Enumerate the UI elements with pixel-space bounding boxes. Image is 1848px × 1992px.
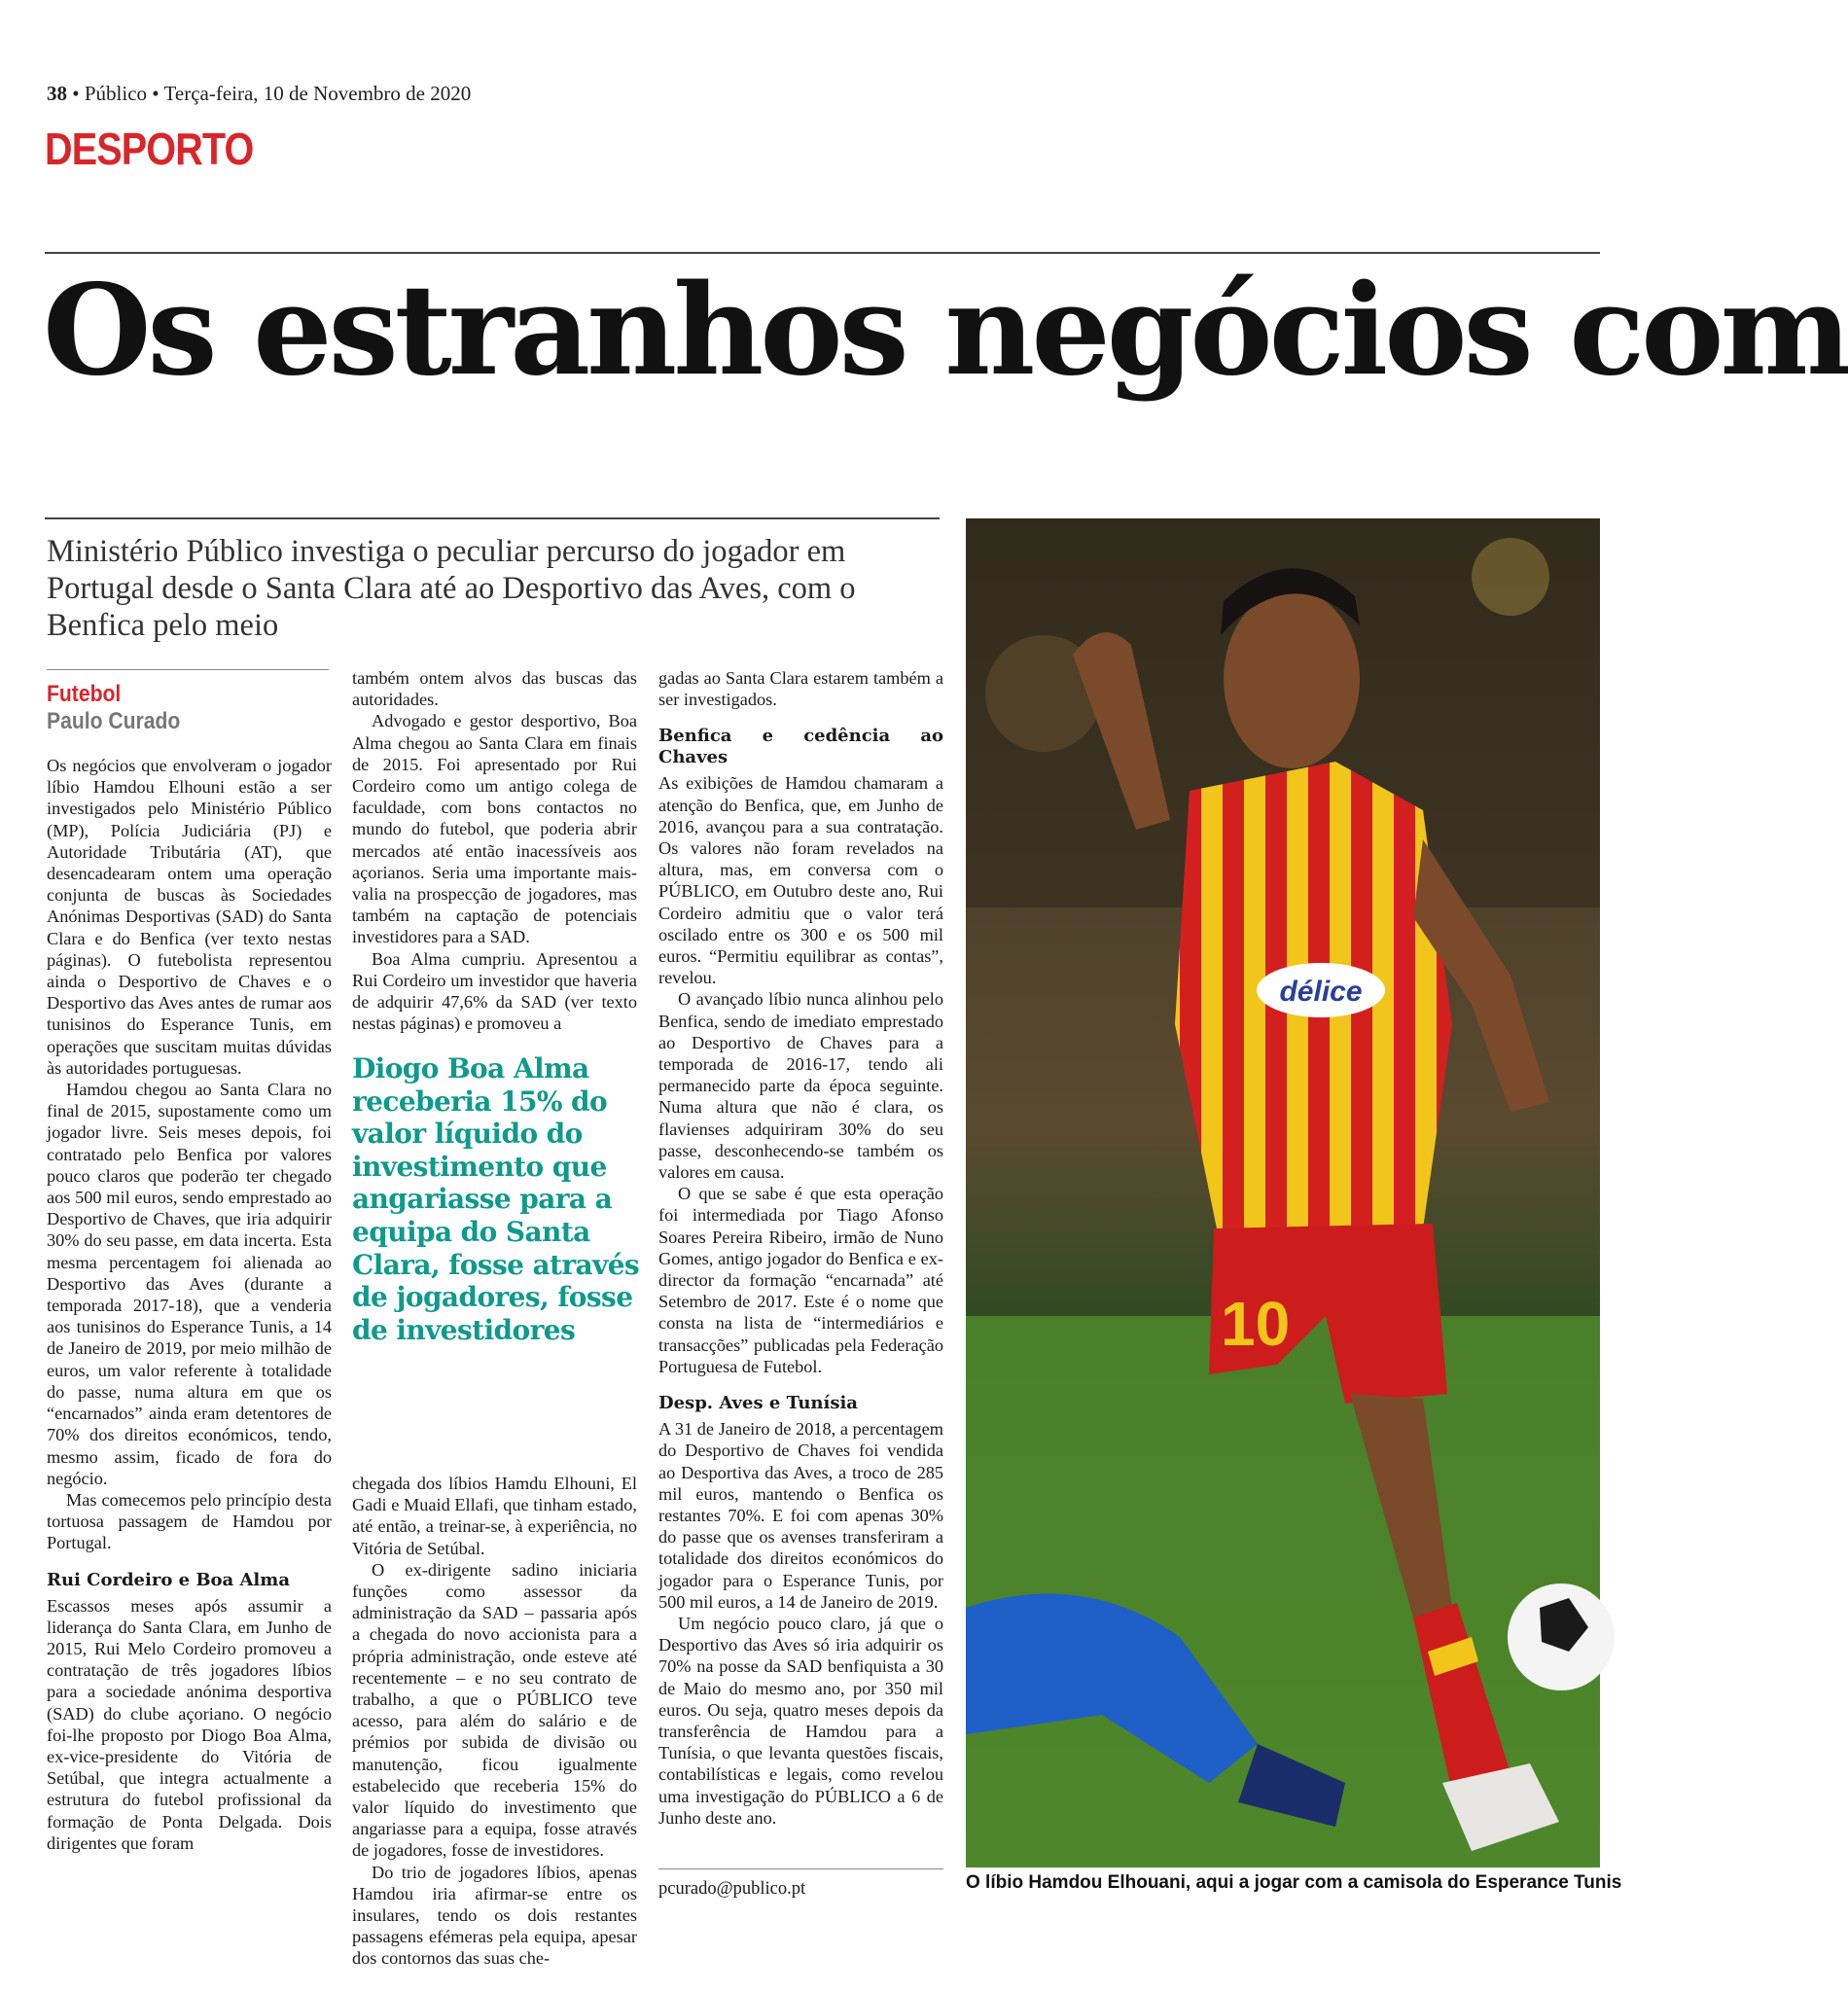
paragraph: Hamdou chegou ao Santa Clara no final de 2015, supostamente como um jogador livre. Seis meses depois, foi contratado pelo Benfica por valores pouco claros que poderão ter chegado aos 500 mil euros, sendo emprestado ao Desportivo de Chaves, que iria adquirir 30% do seu passe, em data incerta. Esta mesma percentagem foi alienada ao Desportivo das Aves (durante a temporada 2017-18), que a venderia aos tunisinos do Esperance Tunis, a 14 de Janeiro de 2019, por meio milhão de euros, um valor referente à totalidade do passe, numa altura em que os “encarnados” ainda eram detentores de 70% dos direitos económicos, tendo, mesmo assim, ficado de fora do negócio. [47,1080,332,1488]
paragraph: Os negócios que envolveram o jogador líbio Hamdou Elhouni estão a ser investigados pelo Ministério Público (MP), Polícia Judiciária (PJ) e Autoridade Tributária (AT), que desencadearam ontem uma operação conjunta de buscas às Sociedades Anónimas Desportivas (SAD) do Santa Clara e do Benfica (ver texto nestas páginas). O futebolista representou ainda o Desportivo de Chaves e o Desportivo das Aves antes de rumar aos tunisinos do Esperance Tunis, em operações que suscitam muitas dúvidas às autoridades portuguesas. [47,756,332,1078]
jersey-sponsor: délice [1279,976,1363,1008]
paragraph: O avançado líbio nunca alinhou pelo Benfica, sendo de imediato emprestado ao Desportivo de Chaves para a temporada de 2016-17, tendo ali permanecido parte da época seguinte. Numa altura que não é clara, os flavienses adquiriram 30% do seu passe, desconhecendo-se também os valores em causa. [658,989,943,1183]
byline-rule [47,669,329,670]
top-rule [45,252,1600,254]
subhead-rule [45,517,940,519]
paragraph: A 31 de Janeiro de 2018, a percentagem do Desportivo de Chaves foi vendida ao Desportiva das Aves, a troco de 285 mil euros, mantendo o Benfica os restantes 70%. E foi com apenas 30% do passe que os avenses transferiram a totalidade dos direitos económicos do jogador para o Esperance Tunis, por 500 mil euros, a 14 de Janeiro de 2019. [658,1419,943,1612]
author-byline: Paulo Curado [47,708,181,734]
paragraph: O que se sabe é que esta operação foi intermediada por Tiago Afonso Soares Pereira Ribeiro, irmão de Nuno Gomes, antigo jogador do Benfica e ex-director da formação “encarnada” até Setembro de 2017. Este é o nome que consta na lista de “intermediários e transacções” publicadas pela Federação Portuguesa de Futebol. [658,1184,943,1376]
paragraph: também ontem alvos das buscas das autoridades. [352,668,637,710]
football-photo [966,518,1600,1868]
paragraph: As exibições de Hamdou chamaram a atenção do Benfica, que, em Junho de 2016, avançou para a sua contratação. Os valores não foram revelados na altura, mas, em conversa com o PÚBLICO, em Outubro deste ano, Rui Cordeiro admitiu que o valor terá oscilado entre os 300 e os 500 mil euros. “Permitiu equilibrar as contas”, revelou. [658,773,943,988]
pull-quote: Diogo Boa Alma receberia 15% do valor líquido do investimento que angariasse para a equipa do Santa Clara, fosse através de jogadores, fosse de investidores [352,1052,640,1346]
subheading: Desp. Aves e Tunísia [658,1393,858,1414]
photo-caption: O líbio Hamdou Elhouani, aqui a jogar com a camisola do Esperance Tunis [966,1872,1622,1893]
paragraph: Mas comecemos pelo princípio desta tortuosa passagem de Hamdou por Portugal. [47,1489,332,1553]
paragraph: Boa Alma cumpriu. Apresentou a Rui Cordeiro um investidor que haveria de adquirir 47,6% da SAD (ver texto nestas páginas) e promoveu a [352,948,637,1034]
subheading: Benfica e cedência ao Chaves [658,726,943,768]
article-column-3 [658,667,943,1829]
subheadline: Ministério Público investiga o peculiar percurso do jogador em Portugal desde o Santa Clara até ao Desportivo das Aves, com o Benfica pelo meio [47,534,856,643]
author-email[interactable]: pcurado@publico.pt [658,1879,806,1899]
section-label: DESPORTO [45,124,254,174]
photo-illustration [966,518,1600,1868]
article-column-1 [47,755,332,1854]
article-column-2-continued [352,1473,637,1970]
shirt-number: 10 [1221,1289,1291,1359]
paragraph: chegada dos líbios Hamdu Elhouni, El Gadi e Muaid Ellafi, que tinham estado, até então, a treinar-se, à experiência, no Vitória de Setúbal. [352,1474,637,1558]
kicker: Futebol [47,681,122,707]
paragraph: O ex-dirigente sadino iniciaria funções como assessor da administração da SAD – passaria após a chegada do novo accionista para a própria administração, onde esteve até recentemente – e no seu contrato de trabalho, a que o PÚBLICO teve acesso, para além do salário e de prémios por subida de divisão ou manutenção, ficou igualmente estabelecido que receberia 15% do valor líquido do investimento que angariasse para a equipa, fosse através de jogadores, fosse de investidores. [352,1559,637,1861]
email-rule [658,1868,943,1869]
paragraph: Escassos meses após assumir a liderança do Santa Clara, em Junho de 2015, Rui Melo Cordeiro promoveu a contratação de três jogadores líbios para a sociedade anónima desportiva (SAD) do clube açoriano. O negócio foi-lhe proposto por Diogo Boa Alma, ex-vice-presidente do Vitória de Setúbal, que integra actualmente a estrutura do futebol profissional da formação de Ponta Delgada. Dois dirigentes que foram [47,1595,332,1853]
headline: Os estranhos negócios com [43,258,1848,404]
paragraph: Advogado e gestor desportivo, Boa Alma chegou ao Santa Clara em finais de 2015. Foi apresentado por Rui Cordeiro como um antigo colega de faculdade, com bons contactos no mundo do futebol, que poderia abrir mercados até então inacessíveis aos açorianos. Seria uma importante mais-valia na prospecção de jogadores, mas também na captação de potenciais investidores para a SAD. [352,711,637,947]
paragraph: gadas ao Santa Clara estarem também a ser investigados. [658,668,943,710]
subheading: Rui Cordeiro e Boa Alma [47,1569,290,1590]
paragraph: Do trio de jogadores líbios, apenas Hamdou iria afirmar-se entre os insulares, tendo os dois restantes passagens efémeras pela equipa, apesar dos contornos das suas che- [352,1862,637,1969]
page-folio: 38 • Público • Terça-feira, 10 de Novembro de 2020 [47,82,472,105]
paragraph: Um negócio pouco claro, já que o Desportivo das Aves só iria adquirir os 70% na posse da SAD benfiquista a 30 de Maio do mesmo ano, por 350 mil euros. Ou seja, quatro meses depois da transferência de Hamdou para a Tunísia, o que levanta questões fiscais, contabilísticas e legais, como revelou uma investigação do PÚBLICO a 6 de Junho deste ano. [658,1613,943,1828]
article-column-2 [352,667,637,1034]
